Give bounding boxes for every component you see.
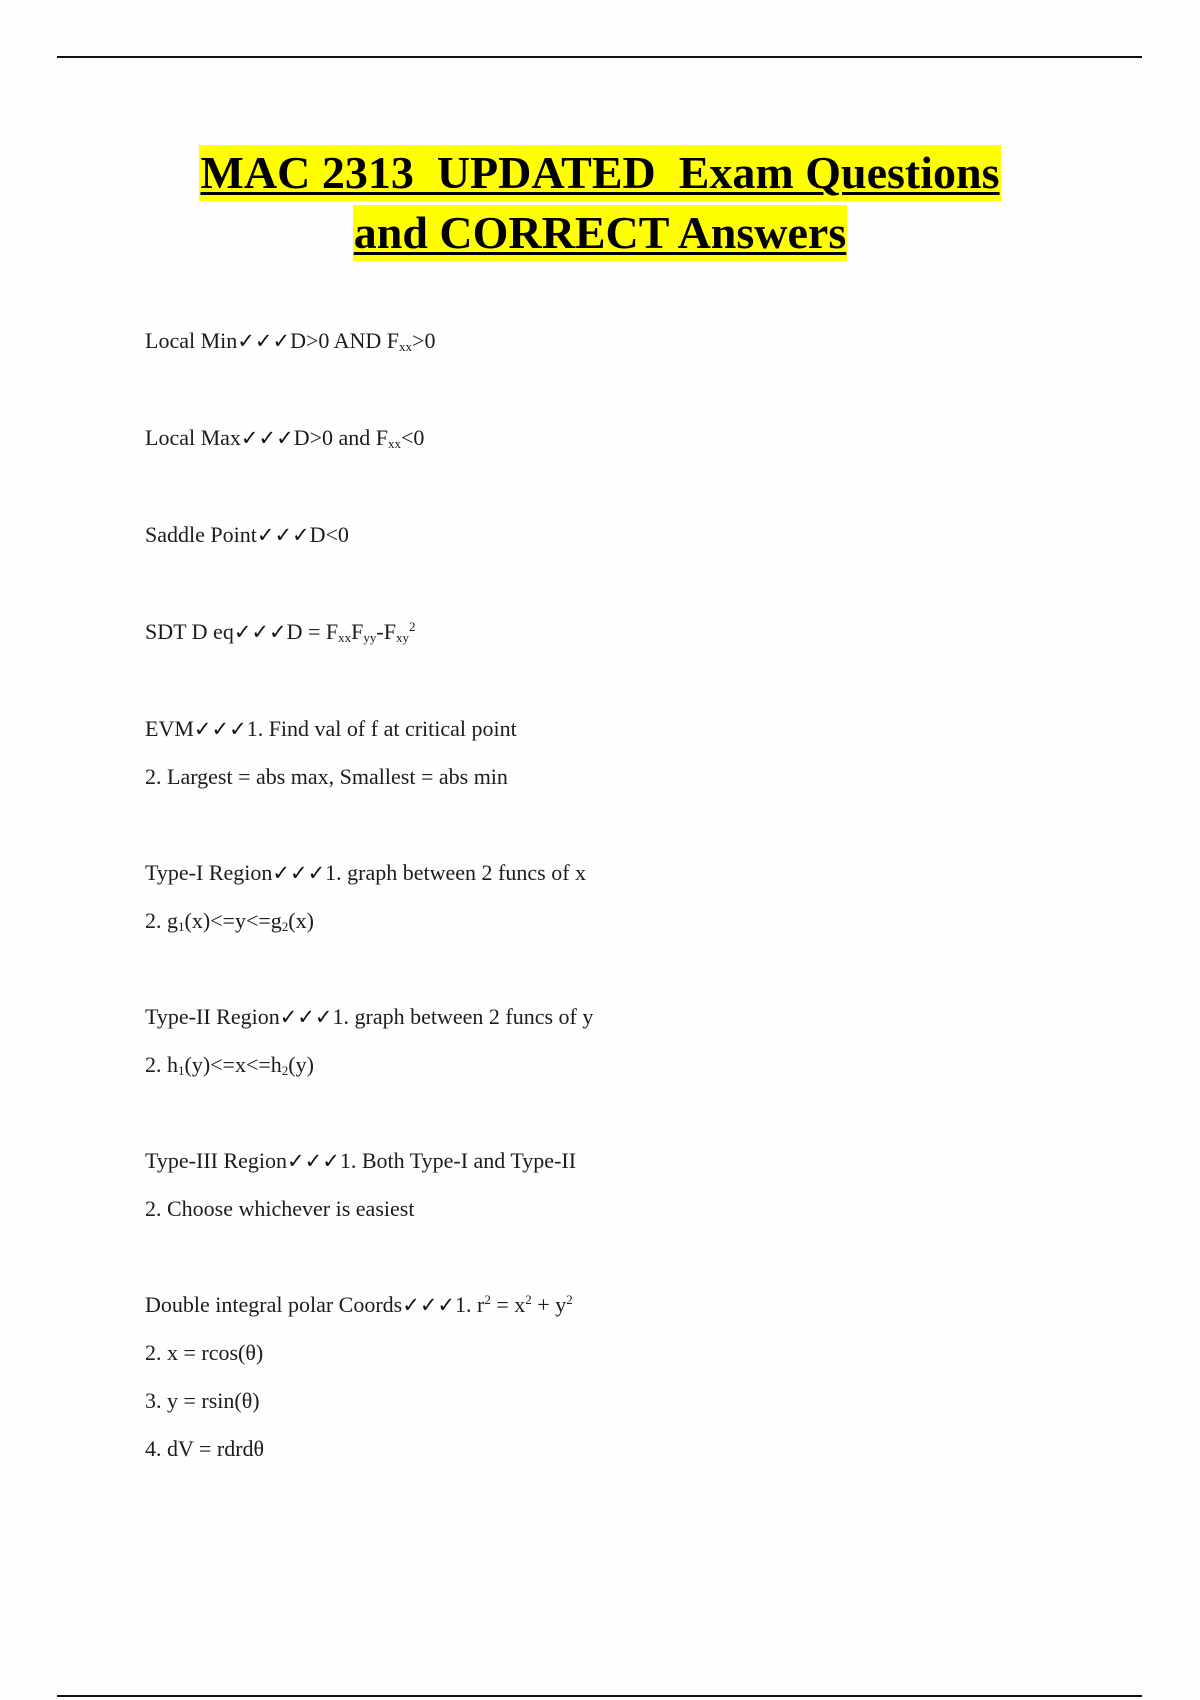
- subscript-text: xx: [399, 339, 413, 354]
- answer-text: 4. dV = rdrdθ: [145, 1436, 265, 1461]
- question-term: Type-II Region: [145, 1004, 280, 1029]
- qa-entry: [145, 326, 435, 356]
- qa-line: [145, 1002, 593, 1032]
- answer-text: 2. Largest = abs max, Smallest = abs min: [145, 764, 508, 789]
- question-term: EVM: [145, 716, 194, 741]
- answer-text: D>0 AND F: [290, 328, 400, 353]
- qa-line: [145, 858, 586, 888]
- qa-entry: [145, 1002, 593, 1080]
- checkmark-icon: ✓✓✓: [402, 1293, 456, 1317]
- subscript-text: xx: [338, 630, 352, 645]
- page-title-line-2: and CORRECT Answers: [353, 205, 847, 261]
- answer-text: <0: [401, 425, 425, 450]
- page-title-line-1: MAC 2313 UPDATED Exam Questions: [199, 145, 1000, 201]
- answer-text: (y)<=x<=h: [184, 1052, 282, 1077]
- answer-continuation-line: [145, 762, 517, 792]
- superscript-text: 2: [484, 1292, 491, 1307]
- answer-continuation-line: [145, 906, 586, 936]
- answer-text: 2. Choose whichever is easiest: [145, 1196, 415, 1221]
- title-block: [0, 145, 1200, 265]
- answer-text: 2. x = rcos(θ): [145, 1340, 264, 1365]
- qa-line: [145, 617, 415, 647]
- superscript-text: 2: [525, 1292, 532, 1307]
- qa-entry: [145, 617, 415, 647]
- checkmark-icon: ✓✓✓: [287, 1149, 340, 1173]
- subscript-text: xx: [388, 436, 401, 451]
- answer-text: 3. y = rsin(θ): [145, 1388, 260, 1413]
- superscript-text: 2: [408, 619, 416, 634]
- question-term: Saddle Point: [145, 522, 257, 547]
- checkmark-icon: ✓✓✓: [193, 717, 247, 741]
- qa-line: [145, 326, 435, 356]
- answer-continuation-line: [145, 1050, 593, 1080]
- checkmark-icon: ✓✓✓: [240, 426, 294, 450]
- answer-text: -F: [376, 619, 396, 644]
- answer-text: + y: [531, 1292, 567, 1317]
- subscript-text: 2: [281, 1063, 289, 1078]
- qa-line: [145, 1290, 573, 1320]
- answer-text: (x): [288, 908, 314, 933]
- answer-continuation-line: [145, 1338, 573, 1368]
- top-rule: [57, 56, 1142, 58]
- subscript-text: 1: [178, 1063, 185, 1078]
- question-term: Double integral polar Coords: [145, 1292, 403, 1317]
- qa-line: [145, 423, 424, 453]
- bottom-rule: [57, 1695, 1142, 1697]
- answer-text: F: [351, 619, 364, 644]
- subscript-text: xy: [395, 630, 409, 645]
- qa-line: [145, 1146, 576, 1176]
- question-term: Local Min: [145, 328, 238, 353]
- answer-text: (x)<=y<=g: [184, 908, 282, 933]
- answer-continuation-line: [145, 1194, 576, 1224]
- answer-text: (y): [288, 1052, 314, 1077]
- qa-entry: [145, 858, 586, 936]
- answer-text: 1. Both Type-I and Type-II: [339, 1148, 577, 1173]
- answer-text: D<0: [309, 522, 349, 547]
- answer-text: 1. graph between 2 funcs of y: [332, 1004, 594, 1029]
- answer-text: 2. g: [145, 908, 178, 933]
- checkmark-icon: ✓✓✓: [256, 523, 310, 547]
- question-term: Local Max: [145, 425, 241, 450]
- answer-continuation-line: [145, 1434, 573, 1464]
- question-term: SDT D eq: [145, 619, 234, 644]
- answer-text: 2. h: [145, 1052, 178, 1077]
- subscript-text: yy: [363, 630, 377, 645]
- subscript-text: 2: [281, 919, 289, 934]
- checkmark-icon: ✓✓✓: [233, 620, 287, 644]
- question-term: Type-III Region: [145, 1148, 288, 1173]
- checkmark-icon: ✓✓✓: [272, 861, 326, 885]
- superscript-text: 2: [566, 1292, 573, 1307]
- qa-entry: [145, 1146, 576, 1224]
- qa-entry: [145, 423, 424, 453]
- checkmark-icon: ✓✓✓: [279, 1005, 333, 1029]
- answer-text: = x: [490, 1292, 526, 1317]
- question-term: Type-I Region: [145, 860, 273, 885]
- qa-entry: [145, 520, 349, 550]
- qa-entry: [145, 1290, 573, 1464]
- qa-entry: [145, 714, 517, 792]
- qa-line: [145, 520, 349, 550]
- answer-text: >0: [412, 328, 436, 353]
- answer-text: 1. Find val of f at critical point: [246, 716, 517, 741]
- answer-text: D>0 and F: [293, 425, 388, 450]
- qa-line: [145, 714, 517, 744]
- answer-text: D = F: [286, 619, 339, 644]
- answer-text: 1. graph between 2 funcs of x: [325, 860, 587, 885]
- checkmark-icon: ✓✓✓: [237, 329, 291, 353]
- answer-text: 1. r: [455, 1292, 485, 1317]
- subscript-text: 1: [178, 919, 185, 934]
- answer-continuation-line: [145, 1386, 573, 1416]
